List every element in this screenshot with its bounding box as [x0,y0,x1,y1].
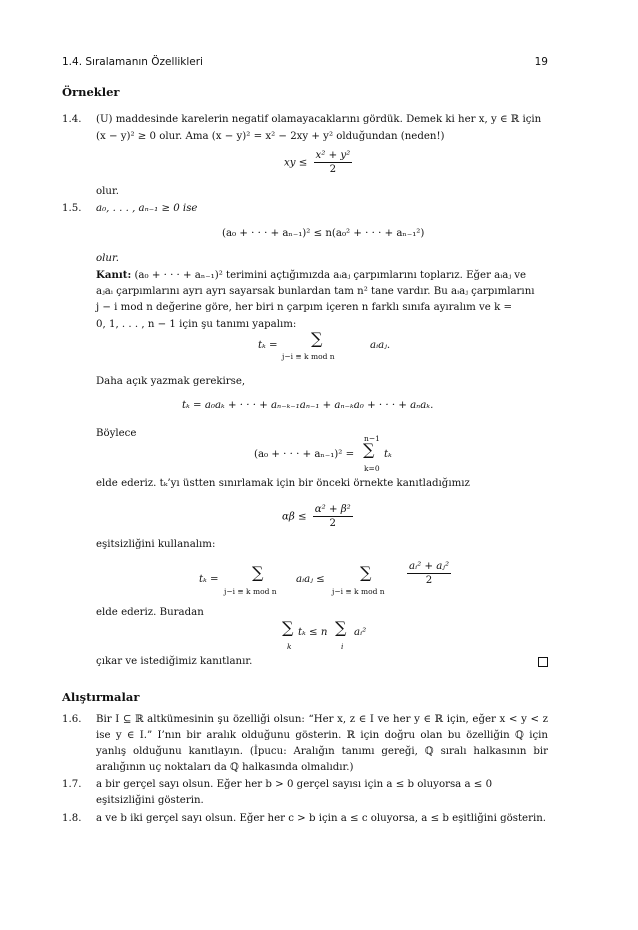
display-formula: (a₀ + · · · + aₙ₋₁)² ≤ n(a₀² + · · · + aₙ₋₁²) [222,228,425,239]
proof-text: elde ederiz. tₖ’yı üstten sınırlamak için bir önceki örnekte kanıtladığımız [96,478,470,489]
proof-text: aⱼaᵢ çarpımlarını ayrı ayrı sayarsak bunlardan tam n² tane vardır. Bu aᵢaⱼ çarpımlarını [96,286,535,297]
display-formula [258,338,278,354]
exercise-label: 1.6. [62,714,82,725]
exercise-label: 1.8. [62,813,82,824]
sum-subscript: k [287,642,292,651]
example-text: a₀, . . . , aₙ₋₁ ≥ 0 ise [96,203,198,214]
formula-mid: tₖ ≤ n [298,627,328,638]
proof-text: 0, 1, . . . , n − 1 için şu tanımı yapalım: [96,319,297,330]
example-text: (x − y)² ≥ 0 olur. Ama (x − y)² = x² − 2xy + y² olduğundan (neden!) [96,131,445,142]
formula-rhs: aᵢaⱼ. [370,340,391,351]
example-label: 1.4. [62,114,82,125]
formula-rhs: tₖ [384,449,392,460]
exercise-label: 1.7. [62,779,82,790]
proof-line [96,267,548,284]
proof-text: elde ederiz. Buradan [96,607,204,618]
formula-lhs: xy ≤ [284,157,308,169]
sum-subscript: j−i ≡ k mod n [332,587,385,596]
example-text: olur. [96,186,119,197]
display-formula: (a₀ + · · · + aₙ₋₁)² = [254,449,355,460]
display-formula [404,560,454,587]
exercises-heading: Alıştırmalar [62,690,140,704]
fraction-numerator: α² + β² [314,504,351,515]
sum-superscript: n−1 [364,434,380,443]
display-formula: tₖ = a₀aₖ + · · · + aₙ₋ₖ₋₁aₙ₋₁ + aₙ₋ₖa₀ + · · · + aₙaₖ. [182,400,434,411]
formula-rhs: aᵢ² [354,627,367,638]
sum-symbol: ∑ [335,618,347,637]
proof-text: j − i mod n değerine göre, her biri n çarpım içeren n farklı sınıfa ayıralım ve k = [96,302,513,313]
sum-subscript: j−i ≡ k mod n [282,352,335,361]
page-number: 19 [534,56,548,68]
proof-text: Böylece [96,428,137,439]
sum-subscript: i [341,642,344,651]
proof-text: eşitsizliğini kullanalım: [96,539,216,550]
sum-symbol: ∑ [360,563,372,582]
proof-text: (a₀ + · · · + aₙ₋₁)² terimini açtığımızda aᵢaⱼ çarpımlarını toplarız. Eğer aᵢaⱼ ve [134,270,527,281]
sum-symbol: ∑ [282,618,294,637]
header-section-title: 1.4. Sıralamanın Özellikleri [62,56,203,68]
fraction [407,560,451,587]
example-label: 1.5. [62,203,82,214]
proof-text: Daha açık yazmak gerekirse, [96,376,246,387]
example-text: olur. [96,253,119,264]
formula-lhs: αβ ≤ [282,511,307,523]
fraction-numerator: aᵢ² + aⱼ² [409,561,450,572]
running-header [62,56,548,68]
exercise-text: a ve b iki gerçel sayı olsun. Eğer her c > b için a ≤ c oluyorsa, a ≤ b eşitliğini gösterin. [96,813,547,824]
examples-heading: Örnekler [62,85,120,99]
formula-lhs: tₖ = [258,340,278,351]
display-formula [282,503,356,530]
qed-symbol [538,657,548,667]
formula-lhs: tₖ = [199,574,219,585]
fraction-denominator: 2 [329,164,337,175]
proof-text: çıkar ve istediğimiz kanıtlanır. [96,656,253,667]
example-text: (U) maddesinde karelerin negatif olamayacaklarını gördük. Demek ki her x, y ∈ ℝ için [96,114,542,125]
sum-subscript: j−i ≡ k mod n [224,587,277,596]
fraction-denominator: 2 [329,518,337,529]
exercise-text: Bir I ⊆ ℝ altkümesinin şu özelliği olsun: “Her x, z ∈ I ve her y ∈ ℝ için, eğer x < y < z ise y ∈ I.” I’nın bir aralık olduğunu gösterin. ℝ için doğru olan bu özelliğin ℚ için yanlış olduğunu kanıtlayın. (İpucu: Aralığın tanımı gereği, ℚ sıralı halkasının bir aralığının uç noktaları da ℚ halkasında olmalıdır.) [96,714,548,773]
sum-symbol: ∑ [311,329,323,348]
display-formula [284,149,355,176]
fraction [314,149,353,176]
sum-subscript: k=0 [364,464,380,473]
fraction-denominator: 2 [425,575,433,586]
fraction [313,503,353,530]
formula-mid: aᵢaⱼ ≤ [296,574,325,585]
sum-symbol: ∑ [363,440,375,459]
fraction-numerator: x² + y² [315,150,351,161]
proof-label: Kanıt: [96,269,132,281]
sum-symbol: ∑ [252,563,264,582]
exercise-text: a bir gerçel sayı olsun. Eğer her b > 0 gerçel sayısı için a ≤ b oluyorsa a ≤ 0 eşitsizliğini gösterin. [96,779,493,806]
